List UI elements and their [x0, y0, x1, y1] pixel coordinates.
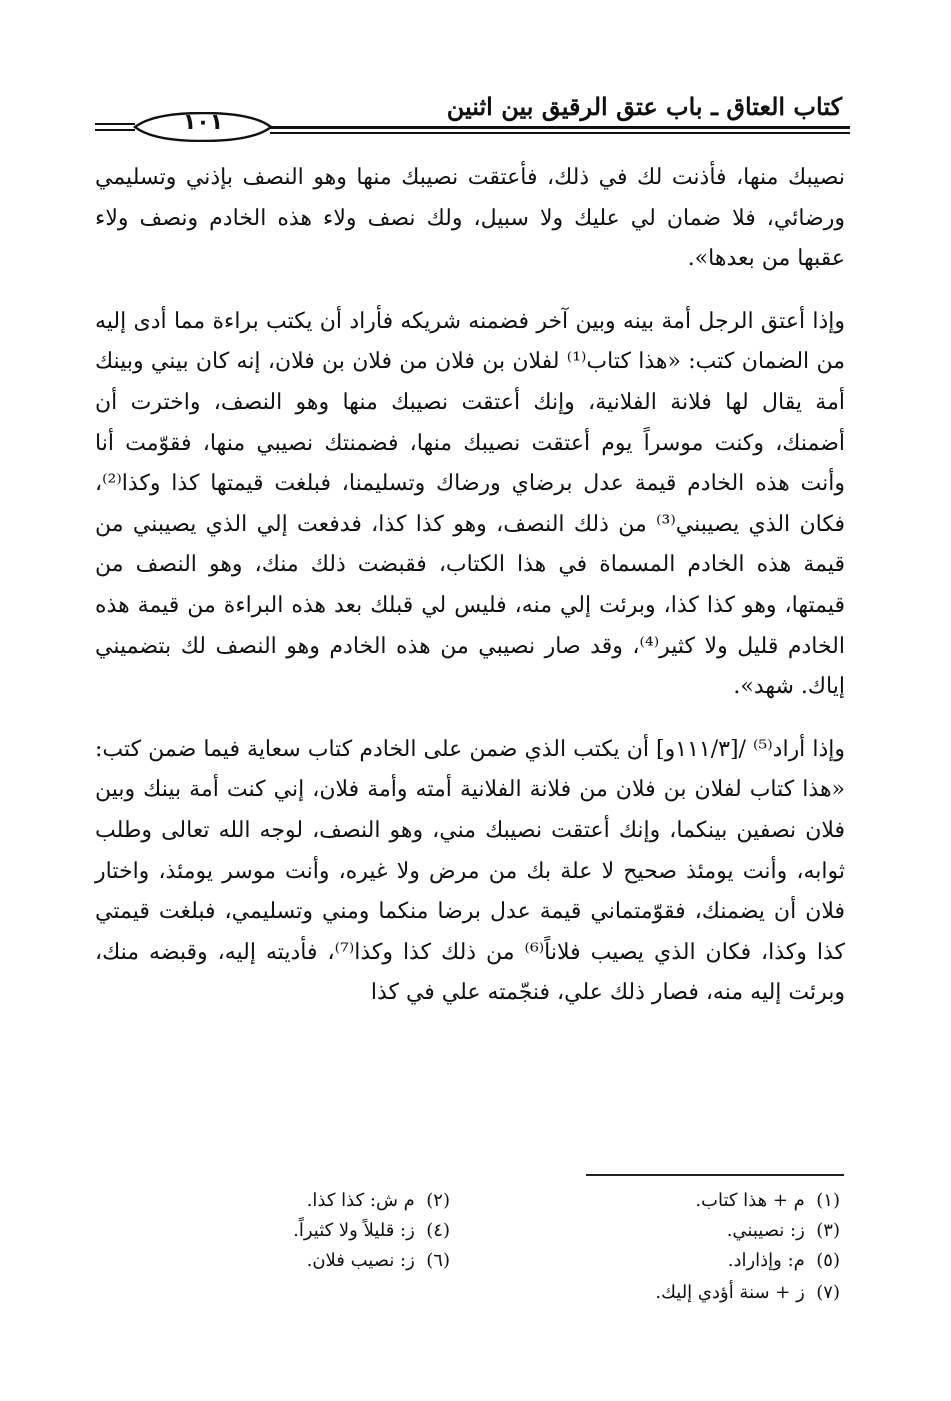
footnote-number: (٢): [426, 1190, 450, 1211]
footnote-number: (٧): [816, 1282, 840, 1303]
footnote: [307, 1190, 450, 1211]
footnote: [293, 1220, 450, 1241]
footnote: [307, 1250, 450, 1271]
footnote-separator: [586, 1174, 844, 1176]
footnote-number: (١): [816, 1190, 840, 1211]
running-title: كتاب العتاق ـ باب عتق الرقيق بين اثنين: [446, 92, 842, 121]
footnote-text: م: وإذاراد.: [727, 1250, 805, 1271]
paragraph: نصيبك منها، فأذنت لك في ذلك، فأعتقت نصيبك منها وهو النصف بإذني وتسليمي ورضائي، فلا ضمان لي عليك ولا سبيل، ولك نصف ولاء هذه الخادم ونصف ولاء عقبها من بعدها».: [95, 165, 845, 272]
page-header: [95, 82, 850, 142]
footnote: [727, 1220, 840, 1241]
footnote-text: ز: قليلاً ولا كثيراً.: [293, 1220, 415, 1241]
footnote-text: ز + سنة أؤدي إليك.: [655, 1282, 805, 1303]
footnote: [695, 1190, 840, 1211]
page-number: ١٠١: [182, 110, 224, 135]
main-text: [95, 158, 845, 1014]
footnote-number: (٣): [816, 1220, 840, 1241]
footnotes: [95, 1184, 840, 1334]
header-rule-left-thin: [95, 129, 135, 131]
header-rule-thin: [270, 132, 850, 134]
header-rule: [270, 126, 850, 129]
footnote-text: ز: نصيب فلان.: [306, 1250, 415, 1271]
footnote-text: م + هذا كتاب.: [695, 1190, 805, 1211]
footnote: [655, 1282, 840, 1303]
footnote-number: (٤): [426, 1220, 450, 1241]
footnote: [728, 1250, 840, 1271]
footnote-number: (٥): [816, 1250, 840, 1271]
footnote-text: م ش: كذا كذا.: [306, 1190, 415, 1211]
header-rule-left: [95, 123, 135, 125]
paragraph: وإذا أعتق الرجل أمة بينه وبين آخر فضمنه شريكه فأراد أن يكتب براءة مما أدى إليه من الضمان كتب: «هذا كتاب⁽¹⁾ لفلان بن فلان من فلان بن فلان، إنه كان بيني وبينك أمة يقال لها فلانة الفلانية، وإنك أعتقت نصيبك منها وهو النصف، واخترت أن أضمنك، وكنت موسراً يوم أعتقت نصيبك منها، فضمنتك نصيبي منها، فقوّمت أنا وأنت هذه الخادم قيمة عدل برضاي ورضاك وتسليمنا، فبلغت قيمتها كذا وكذا⁽²⁾، فكان الذي يصيبني⁽³⁾ من ذلك النصف، وهو كذا كذا، فدفعت إلي الذي يصيبني من قيمة هذه الخادم المسماة في هذا الكتاب، فقبضت ذلك منك، وهو النصف من قيمتها، وهو كذا كذا، وبرئت إلي منه، فليس لي قبلك بعد هذه البراءة من قيمة هذه الخادم قليل ولا كثير⁽⁴⁾، وقد صار نصيبي من هذه الخادم وهو النصف لك بتضميني إياك. شهد».: [95, 308, 846, 700]
paragraph: وإذا أراد⁽⁵⁾ /[١١١/٣و] أن يكتب الذي ضمن على الخادم كتاب سعاية فيما ضمن كتب: «هذا كتاب لفلان بن فلان من فلانة الفلانية أمته وأمة فلان، إني كنت أمة بينك وبين فلان نصفين بينكما، وإنك أعتقت نصيبك مني، وهو النصف، لوجه الله تعالى وطلب ثوابه، وأنت يومئذ صحيح لا علة بك من مرض ولا غيره، وأنت موسر يومئذ، واختار فلان أن يضمنك، فقوّمتماني قيمة عدل برضا منكما ومني وتسليمي، فبلغت قيمتي كذا وكذا، فكان الذي يصيب فلاناً⁽⁶⁾ من ذلك كذا وكذا⁽⁷⁾، فأديته إليه، وقبضه منك، وبرئت إليه منه، فصار ذلك علي، فنجّمته علي في كذا: [95, 736, 846, 1006]
footnote-text: ز: نصيبني.: [726, 1220, 805, 1241]
footnote-number: (٦): [426, 1250, 450, 1271]
